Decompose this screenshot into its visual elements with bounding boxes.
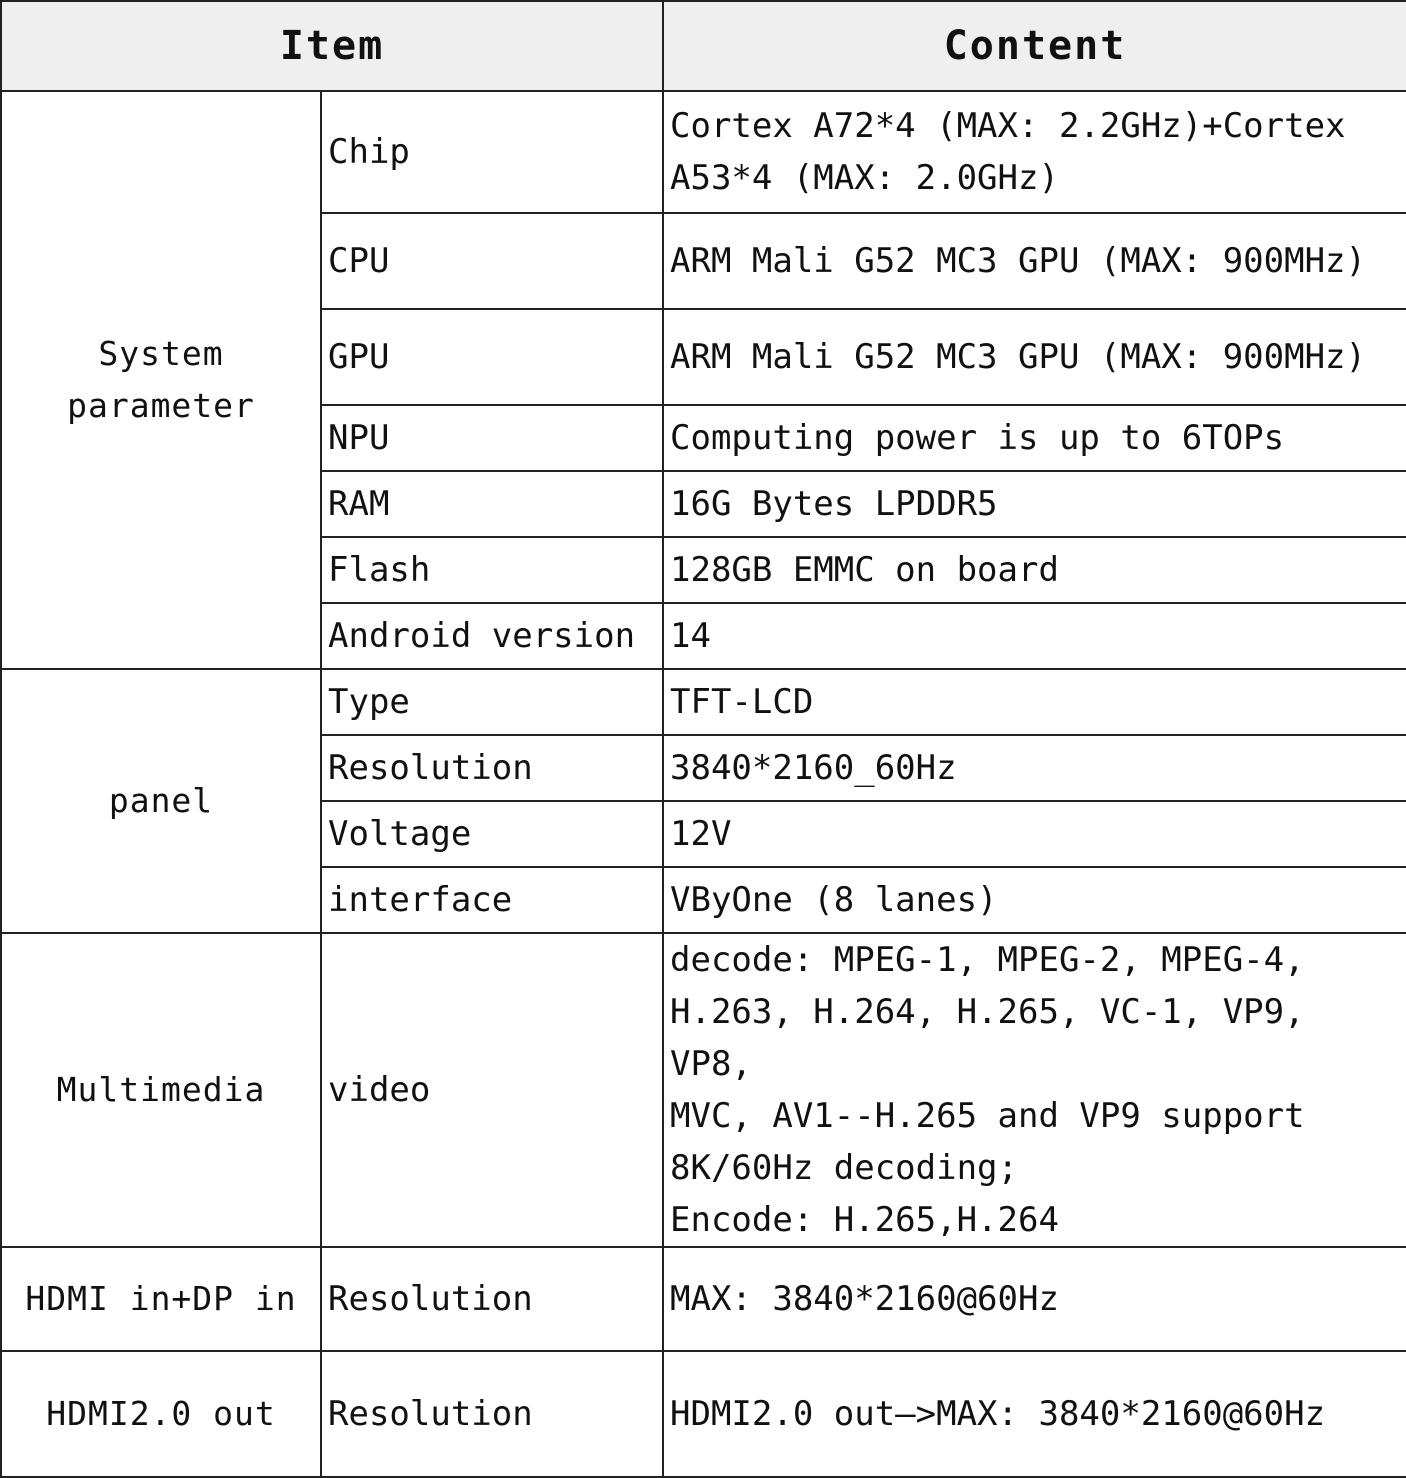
- row-value-interface: VByOne (8 lanes): [663, 867, 1406, 933]
- row-value-chip: Cortex A72*4 (MAX: 2.2GHz)+Cortex A53*4 (MAX: 2.0GHz): [663, 91, 1406, 213]
- row-value-flash: 128GB EMMC on board: [663, 537, 1406, 603]
- header-content: Content: [663, 1, 1406, 91]
- row-label-gpu: GPU: [321, 309, 663, 405]
- row-label-voltage: Voltage: [321, 801, 663, 867]
- row-label-chip: Chip: [321, 91, 663, 213]
- group-hdmi-in-dp-in: HDMI in+DP in: [1, 1247, 321, 1351]
- group-hdmi-out: HDMI2.0 out: [1, 1351, 321, 1477]
- row-value-android-version: 14: [663, 603, 1406, 669]
- row-value-resolution: 3840*2160_60Hz: [663, 735, 1406, 801]
- row-value-voltage: 12V: [663, 801, 1406, 867]
- row-label-flash: Flash: [321, 537, 663, 603]
- row-value-hdmi-in-resolution: MAX: 3840*2160@60Hz: [663, 1247, 1406, 1351]
- row-value-npu: Computing power is up to 6TOPs: [663, 405, 1406, 471]
- row-label-npu: NPU: [321, 405, 663, 471]
- row-label-android-version: Android version: [321, 603, 663, 669]
- row-label-resolution: Resolution: [321, 735, 663, 801]
- row-value-gpu: ARM Mali G52 MC3 GPU (MAX: 900MHz): [663, 309, 1406, 405]
- group-multimedia: Multimedia: [1, 933, 321, 1247]
- row-value-hdmi-out-resolution: HDMI2.0 out—>MAX: 3840*2160@60Hz: [663, 1351, 1406, 1477]
- group-system-parameter: System parameter: [1, 91, 321, 669]
- row-value-type: TFT-LCD: [663, 669, 1406, 735]
- row-label-video: video: [321, 933, 663, 1247]
- group-panel: panel: [1, 669, 321, 933]
- row-label-hdmi-in-resolution: Resolution: [321, 1247, 663, 1351]
- table-row: [1, 669, 1406, 735]
- row-value-video: decode: MPEG-1, MPEG-2, MPEG-4, H.263, H.264, H.265, VC-1, VP9, VP8, MVC, AV1--H.265 and VP9 support 8K/60Hz decoding; Encode: H.265,H.264: [663, 933, 1406, 1247]
- header-row: [1, 1, 1406, 91]
- header-item: Item: [1, 1, 663, 91]
- row-label-type: Type: [321, 669, 663, 735]
- row-label-hdmi-out-resolution: Resolution: [321, 1351, 663, 1477]
- table-row: [1, 1247, 1406, 1351]
- table-row: [1, 91, 1406, 213]
- table-row: [1, 933, 1406, 1247]
- row-label-ram: RAM: [321, 471, 663, 537]
- row-value-ram: 16G Bytes LPDDR5: [663, 471, 1406, 537]
- row-label-cpu: CPU: [321, 213, 663, 309]
- row-value-cpu: ARM Mali G52 MC3 GPU (MAX: 900MHz): [663, 213, 1406, 309]
- row-label-interface: interface: [321, 867, 663, 933]
- table-row: [1, 1351, 1406, 1477]
